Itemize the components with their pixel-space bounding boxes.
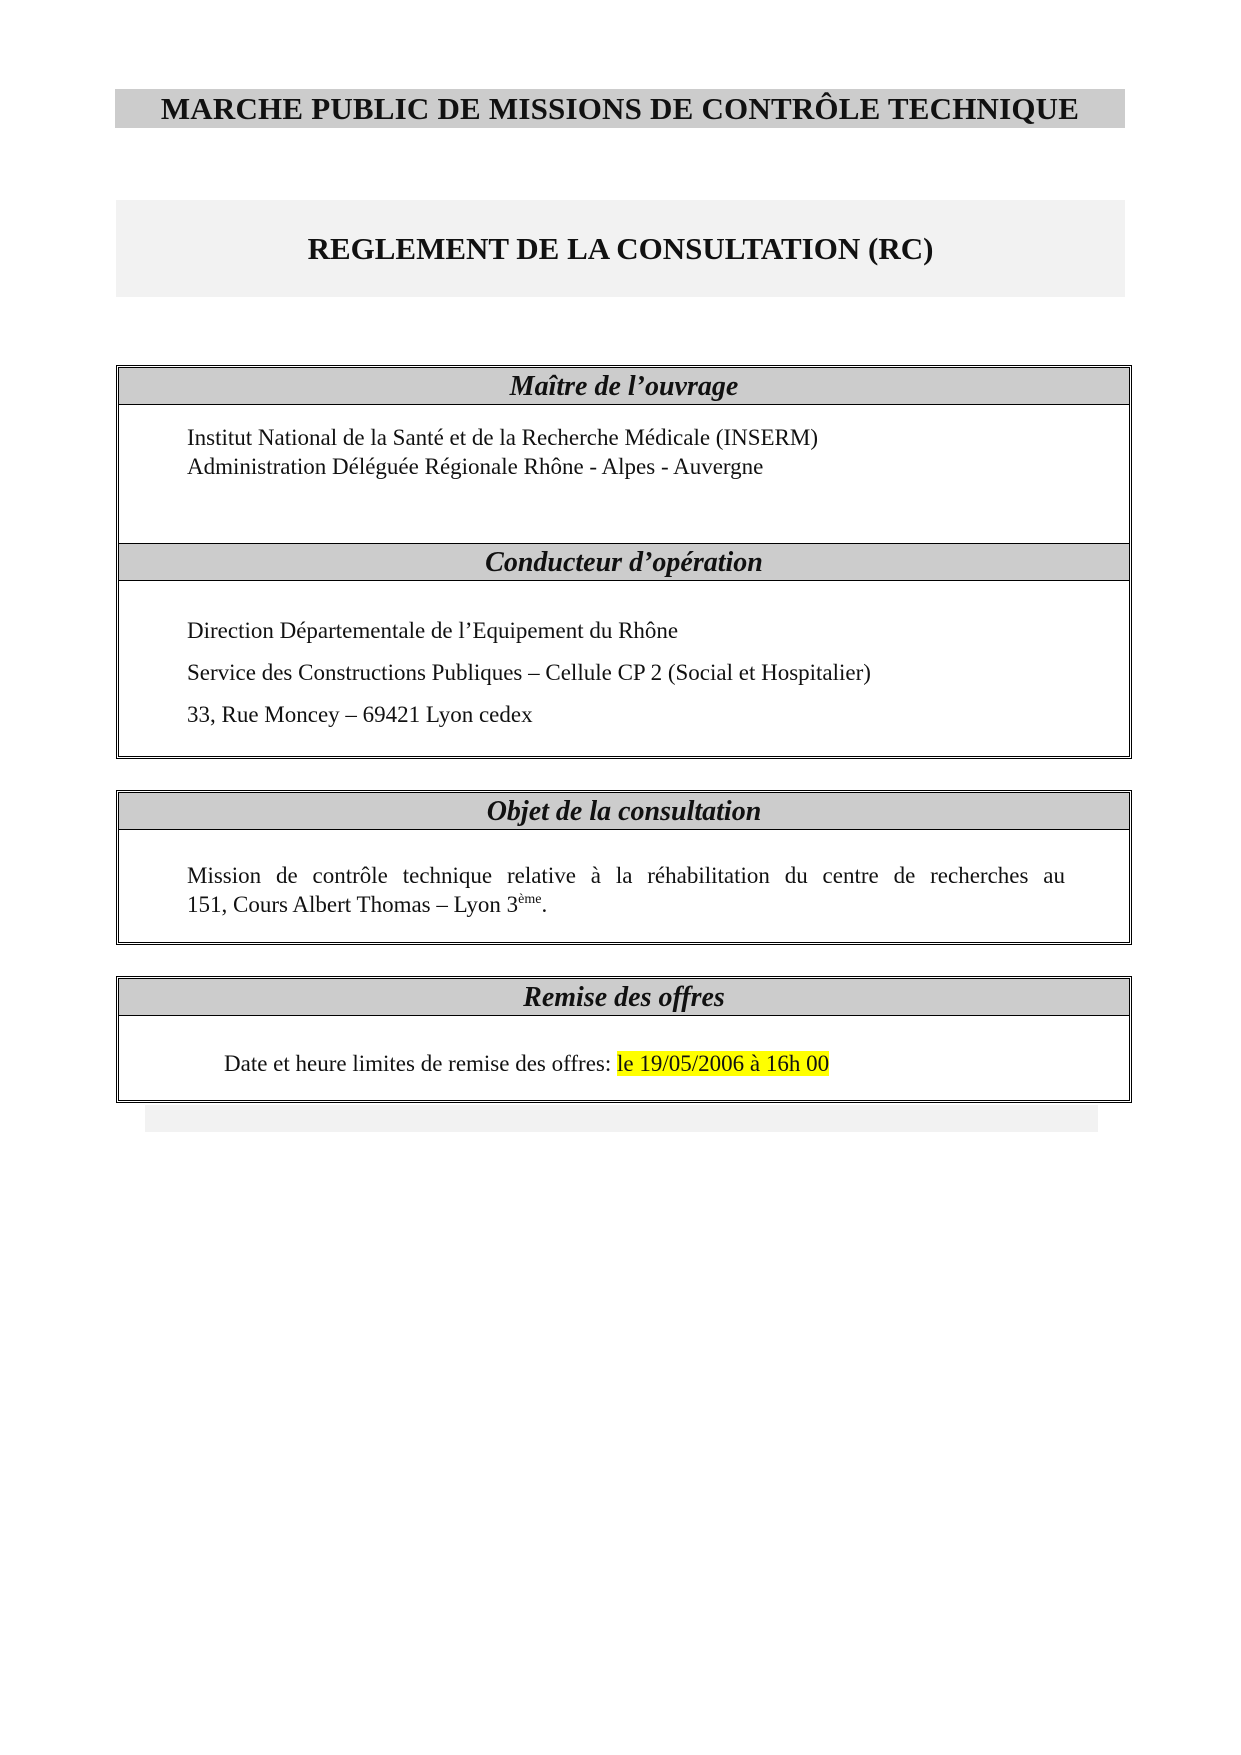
conducteur-line: Direction Départementale de l’Equipement du Rhône xyxy=(187,618,679,643)
remise-line xyxy=(119,1049,1129,1078)
remise-heading: Remise des offres xyxy=(119,979,1129,1016)
objet-line: Mission de contrôle technique relative à la réhabilitation du centre de recherches au xyxy=(187,863,1065,888)
objet-line xyxy=(119,890,1129,919)
maitre-line: Administration Déléguée Régionale Rhône - Alpes - Auvergne xyxy=(187,454,764,479)
decorative-band xyxy=(145,1105,1098,1132)
objet-heading: Objet de la consultation xyxy=(119,793,1129,830)
objet-line-text: 151, Cours Albert Thomas – Lyon 3 xyxy=(187,892,519,917)
rc-title: REGLEMENT DE LA CONSULTATION (RC) xyxy=(307,231,934,266)
ordinal-suffix: ème xyxy=(518,892,542,907)
objet-box xyxy=(116,790,1132,945)
conducteur-heading: Conducteur d’opération xyxy=(119,543,1129,581)
owner-box xyxy=(116,365,1132,759)
document-title: MARCHE PUBLIC DE MISSIONS DE CONTRÔLE TECHNIQUE xyxy=(115,89,1125,128)
deadline-highlight: le 19/05/2006 à 16h 00 xyxy=(617,1051,830,1076)
maitre-line: Institut National de la Santé et de la Recherche Médicale (INSERM) xyxy=(187,425,819,450)
rc-banner xyxy=(116,200,1125,297)
remise-label: Date et heure limites de remise des offres: xyxy=(224,1051,617,1076)
conducteur-line: Service des Constructions Publiques – Cellule CP 2 (Social et Hospitalier) xyxy=(187,660,871,685)
maitre-heading: Maître de l’ouvrage xyxy=(119,368,1129,405)
objet-line-end: . xyxy=(541,892,548,917)
remise-box xyxy=(116,976,1132,1103)
conducteur-line: 33, Rue Moncey – 69421 Lyon cedex xyxy=(187,702,533,727)
